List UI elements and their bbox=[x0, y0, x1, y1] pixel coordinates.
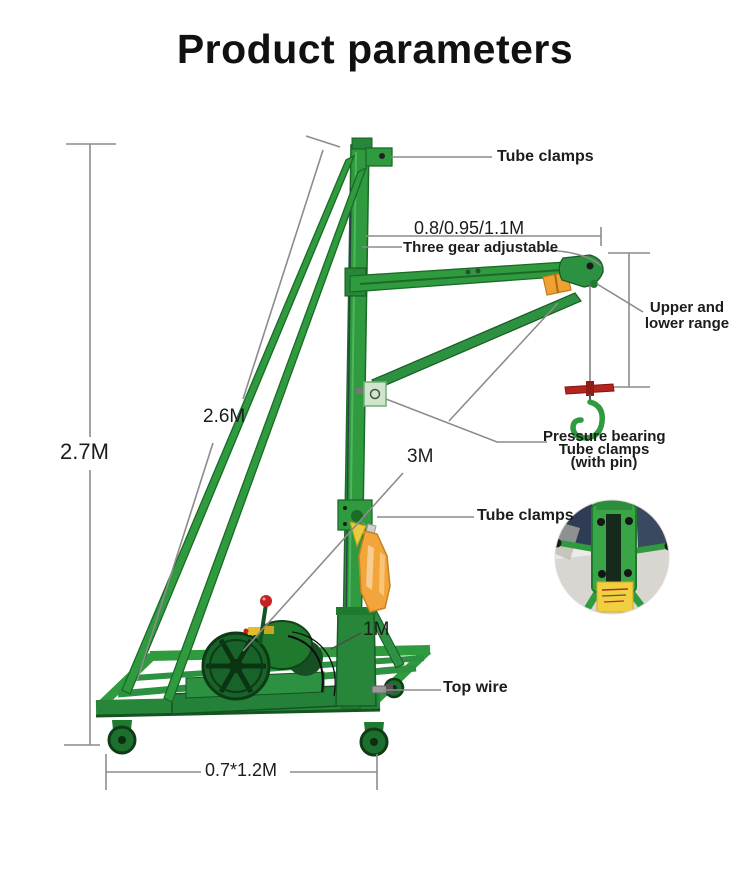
label-boom-length: 0.8/0.95/1.1M bbox=[414, 218, 525, 238]
label-upper-lower-line2: lower range bbox=[644, 315, 730, 332]
hoist-rope-and-hook bbox=[565, 284, 614, 438]
label-upper-lower-line1: Upper and bbox=[649, 299, 725, 316]
label-top-wire: Top wire bbox=[443, 679, 508, 696]
label-upper-lower-range bbox=[637, 300, 737, 332]
label-pressure-line2: Tube clamps bbox=[558, 441, 650, 458]
label-mast-height: 2.7M bbox=[60, 439, 109, 464]
label-base-size: 0.7*1.2M bbox=[205, 760, 278, 780]
jib-arm bbox=[345, 255, 603, 388]
label-pressure-line1: Pressure bearing bbox=[543, 428, 666, 445]
label-boom-min: 1M bbox=[363, 619, 390, 640]
label-pressure-bearing-clamp bbox=[543, 430, 665, 469]
tube-clamp-top bbox=[366, 148, 392, 166]
label-rope-length: 3M bbox=[407, 446, 434, 467]
label-brace-length: 2.6M bbox=[203, 406, 246, 427]
label-three-gear-adjustable: Three gear adjustable bbox=[403, 239, 559, 256]
label-pressure-line3: (with pin) bbox=[570, 454, 638, 471]
front-legs bbox=[122, 156, 366, 702]
page-title: Product parameters bbox=[176, 26, 574, 72]
label-tube-clamps-top: Tube clamps bbox=[497, 148, 594, 165]
top-wire-rod bbox=[372, 684, 393, 694]
label-tube-clamps-mid: Tube clamps bbox=[477, 507, 574, 524]
